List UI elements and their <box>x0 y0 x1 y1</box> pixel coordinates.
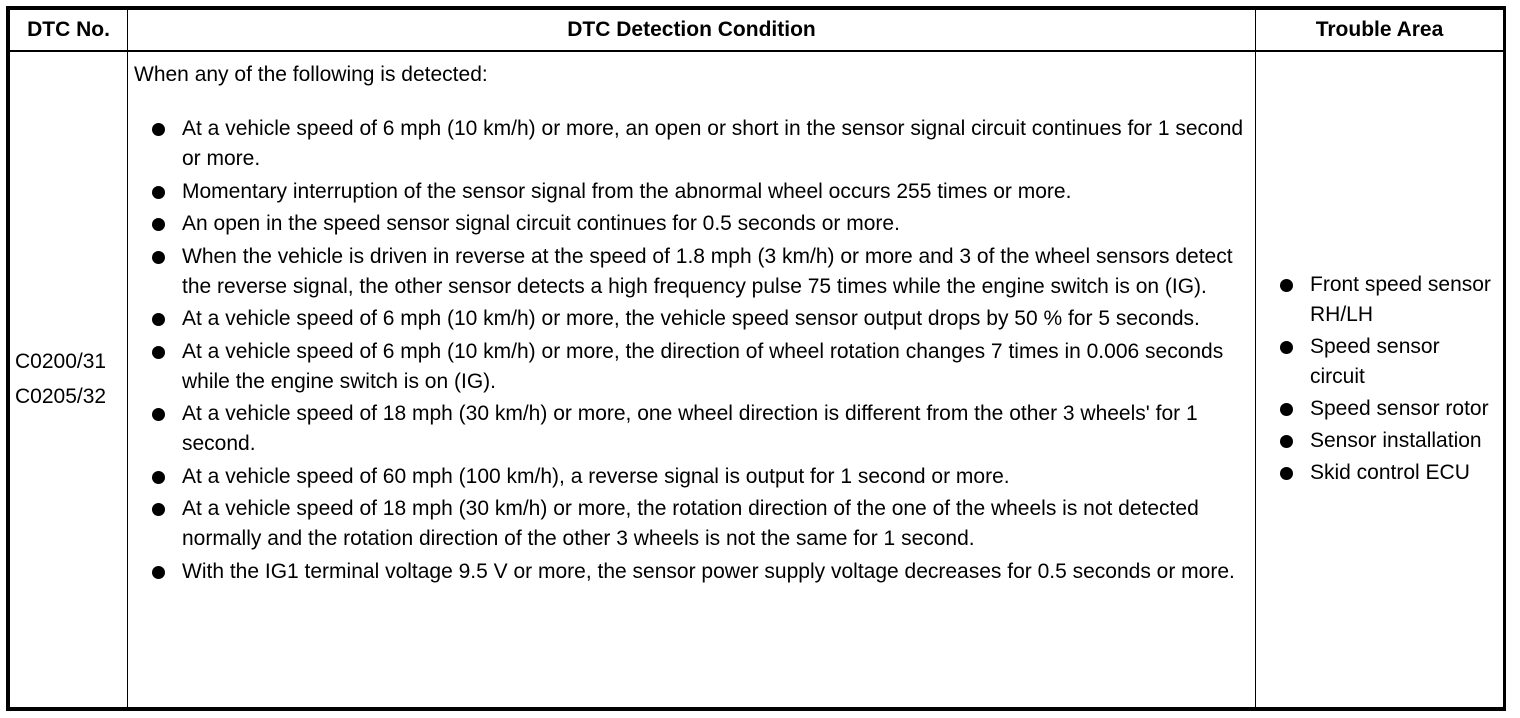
header-row <box>10 10 1504 52</box>
trouble-area-text: Speed sensor circuit <box>1310 334 1440 388</box>
bullet-icon <box>152 218 165 231</box>
trouble-area-text: Speed sensor rotor <box>1310 396 1489 420</box>
condition-text: At a vehicle speed of 6 mph (10 km/h) or more, an open or short in the sensor signal circuit continues for 1 second or more. <box>182 117 1244 170</box>
trouble-area-item <box>1256 270 1497 330</box>
trouble-area-list <box>1256 270 1497 488</box>
condition-intro: When any of the following is detected: <box>134 63 488 86</box>
condition-item <box>134 494 1249 554</box>
bullet-icon <box>152 408 165 421</box>
bullet-icon <box>152 471 165 484</box>
table-row <box>10 51 1504 708</box>
trouble-area-item <box>1256 426 1497 456</box>
bullet-icon <box>1280 435 1293 448</box>
header-dtc-no: DTC No. <box>10 10 128 52</box>
condition-item <box>134 462 1249 492</box>
condition-item <box>134 114 1249 174</box>
condition-item <box>134 399 1249 459</box>
condition-text: An open in the speed sensor signal circuit continues for 0.5 seconds or more. <box>182 212 900 235</box>
trouble-area-text: Front speed sensor RH/LH <box>1310 272 1491 326</box>
condition-text: With the IG1 terminal voltage 9.5 V or more, the sensor power supply voltage decreases for 0.5 seconds or more. <box>182 559 1235 583</box>
condition-item <box>134 557 1249 587</box>
condition-text: At a vehicle speed of 6 mph (10 km/h) or more, the vehicle speed sensor output drops by 50 % for 5 seconds. <box>182 307 1200 330</box>
condition-text: Momentary interruption of the sensor signal from the abnormal wheel occurs 255 times or more. <box>182 179 1072 203</box>
condition-text: At a vehicle speed of 18 mph (30 km/h) or more, one wheel direction is different from the other 3 wheels' for 1 second. <box>182 402 1198 455</box>
bullet-icon <box>152 346 165 359</box>
condition-item <box>134 337 1249 397</box>
header-detection-condition: DTC Detection Condition <box>128 10 1256 52</box>
bullet-icon <box>1280 279 1293 292</box>
bullet-icon <box>152 123 165 136</box>
bullet-icon <box>152 251 165 264</box>
detection-condition-cell <box>128 51 1256 708</box>
condition-text: At a vehicle speed of 6 mph (10 km/h) or more, the direction of wheel rotation changes 7 times in 0.006 seconds while the engine switch is on (IG). <box>182 339 1224 393</box>
dtc-code: C0200/31 <box>15 350 107 373</box>
dtc-table <box>9 9 1504 708</box>
trouble-area-item <box>1256 394 1497 424</box>
condition-item <box>134 242 1249 302</box>
bullet-icon <box>152 503 165 516</box>
condition-item <box>134 304 1249 334</box>
trouble-area-item <box>1256 332 1497 392</box>
trouble-area-cell <box>1256 51 1504 708</box>
dtc-code: C0205/32 <box>15 385 107 408</box>
bullet-icon <box>152 313 165 326</box>
bullet-icon <box>152 186 165 199</box>
trouble-area-item <box>1256 458 1497 488</box>
header-trouble-area: Trouble Area <box>1256 10 1504 52</box>
condition-text: At a vehicle speed of 18 mph (30 km/h) or more, the rotation direction of the one of the wheels is not detected normally and the rotation direction of the other 3 wheels is not the same for 1 second. <box>182 497 1199 550</box>
condition-item <box>134 209 1249 239</box>
dtc-table-container <box>6 6 1506 711</box>
bullet-icon <box>1280 403 1293 416</box>
trouble-area-text: Skid control ECU <box>1310 460 1470 484</box>
condition-text: At a vehicle speed of 60 mph (100 km/h), a reverse signal is output for 1 second or more. <box>182 464 1010 488</box>
bullet-icon <box>1280 467 1293 480</box>
condition-text: When the vehicle is driven in reverse at the speed of 1.8 mph (3 km/h) or more and 3 of the wheel sensors detect the reverse signal, the other sensor detects a high frequency pulse 75 times while the engine switch is on (IG). <box>182 244 1233 298</box>
trouble-area-text: Sensor installation <box>1310 428 1482 452</box>
bullet-icon <box>152 566 165 579</box>
dtc-code-cell <box>10 51 128 708</box>
condition-list <box>134 114 1249 587</box>
bullet-icon <box>1280 341 1293 354</box>
condition-item <box>134 177 1249 207</box>
